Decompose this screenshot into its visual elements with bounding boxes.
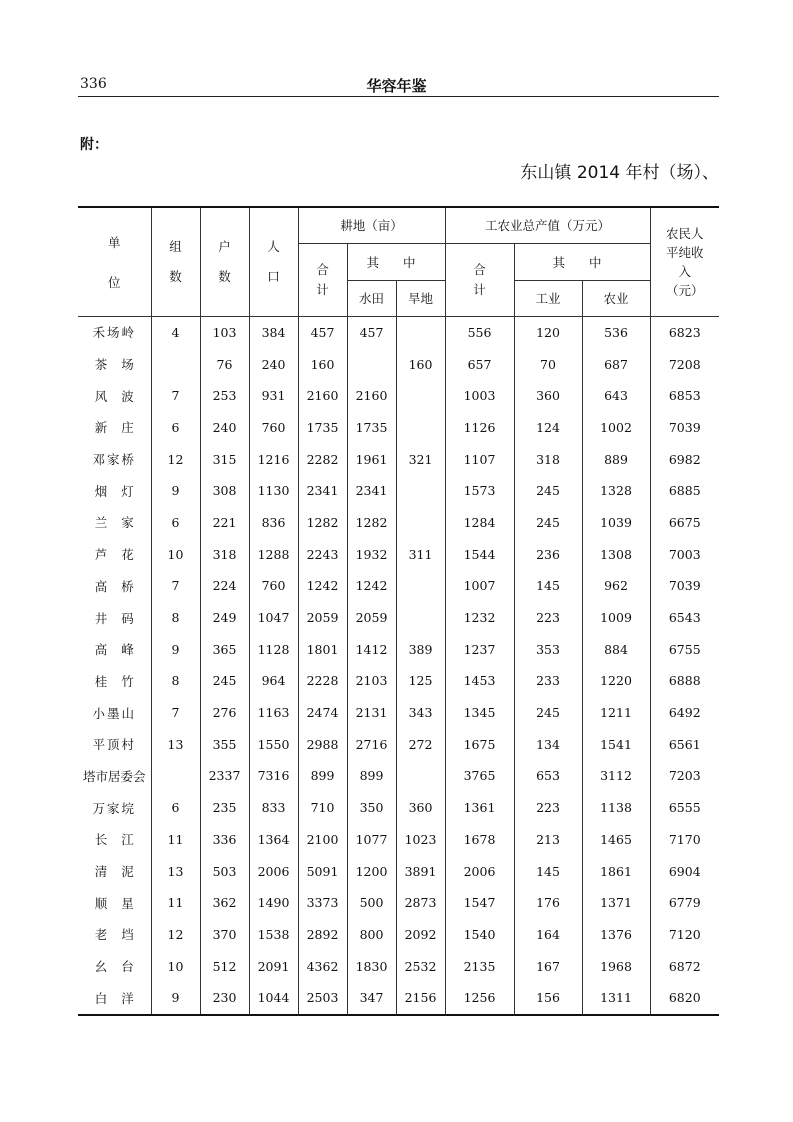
col-header-output-of-which: 其 中	[514, 243, 650, 280]
cell-income: 6872	[668, 958, 701, 974]
cell-dry	[396, 760, 445, 792]
cell-name: 芦花	[78, 538, 151, 570]
cell-population: 760	[249, 570, 298, 602]
cell-population: 1130	[249, 475, 298, 507]
book-title: 华容年鉴	[366, 77, 427, 95]
cell-groups: 11	[151, 824, 200, 856]
cell-output-total: 3765	[445, 760, 514, 792]
col-header-unit-bottom: 位	[107, 274, 121, 290]
cell-groups	[151, 760, 200, 792]
table-row	[78, 728, 719, 760]
cell-population: 964	[249, 665, 298, 697]
cell-income: 6982	[668, 451, 701, 467]
cell-households: 370	[200, 919, 249, 951]
cell-income: 7120	[668, 926, 701, 942]
col-header-households-text: 户数	[218, 238, 231, 284]
cell-households: 235	[200, 792, 249, 824]
cell-name: 烟灯	[78, 475, 151, 507]
cell-land-total: 2892	[298, 919, 347, 951]
cell-name: 小墨山	[78, 697, 151, 729]
cell-output-total: 556	[445, 316, 514, 348]
col-header-farmland: 耕地（亩）	[298, 207, 445, 243]
cell-population: 1128	[249, 633, 298, 665]
cell-output-total: 1540	[445, 919, 514, 951]
header-rule	[78, 96, 719, 97]
table-row	[78, 760, 719, 792]
cell-population: 1288	[249, 538, 298, 570]
cell-households: 336	[200, 824, 249, 856]
cell-agriculture: 1220	[582, 665, 650, 697]
cell-groups: 7	[151, 697, 200, 729]
cell-income: 6543	[668, 610, 701, 626]
cell-income: 6779	[668, 895, 701, 911]
cell-income: 6492	[668, 705, 701, 721]
col-header-groups	[151, 207, 200, 316]
cell-households: 512	[200, 950, 249, 982]
cell-name: 顺星	[78, 887, 151, 919]
cell-industry: 233	[514, 665, 582, 697]
cell-population: 1538	[249, 919, 298, 951]
cell-land-total: 4362	[298, 950, 347, 982]
col-header-dry: 旱地	[396, 280, 445, 316]
table-row	[78, 475, 719, 507]
cell-agriculture: 962	[582, 570, 650, 602]
cell-paddy: 2103	[347, 665, 396, 697]
cell-dry: 311	[396, 538, 445, 570]
table-row	[78, 443, 719, 475]
cell-income: 7039	[668, 578, 701, 594]
col-header-unit-top: 单	[107, 234, 121, 250]
cell-land-total: 710	[298, 792, 347, 824]
page-number: 336	[80, 76, 107, 92]
cell-name: 风波	[78, 380, 151, 412]
cell-industry: 156	[514, 982, 582, 1015]
cell-industry: 245	[514, 507, 582, 539]
cell-name: 老垱	[78, 919, 151, 951]
cell-dry	[396, 412, 445, 444]
cell-population: 2091	[249, 950, 298, 982]
cell-income: 7003	[668, 546, 701, 562]
cell-population: 836	[249, 507, 298, 539]
cell-population: 1490	[249, 887, 298, 919]
cell-groups: 6	[151, 792, 200, 824]
cell-industry: 213	[514, 824, 582, 856]
col-header-output-total	[445, 243, 514, 316]
col-header-industry: 工业	[514, 280, 582, 316]
table-row	[78, 570, 719, 602]
cell-agriculture: 643	[582, 380, 650, 412]
cell-output-total: 1675	[445, 728, 514, 760]
village-statistics-table	[78, 206, 719, 1016]
cell-dry	[396, 475, 445, 507]
cell-dry: 272	[396, 728, 445, 760]
cell-output-total: 1007	[445, 570, 514, 602]
cell-paddy: 899	[347, 760, 396, 792]
cell-agriculture: 1002	[582, 412, 650, 444]
cell-industry: 223	[514, 602, 582, 634]
table-body	[78, 316, 719, 1015]
table-row	[78, 538, 719, 570]
cell-output-total: 1237	[445, 633, 514, 665]
cell-households: 230	[200, 982, 249, 1015]
cell-population: 1047	[249, 602, 298, 634]
cell-income: 6820	[650, 982, 719, 1015]
cell-population: 2006	[249, 855, 298, 887]
cell-dry: 160	[396, 348, 445, 380]
cell-output-total: 1284	[445, 507, 514, 539]
cell-paddy: 1077	[347, 824, 396, 856]
cell-name: 幺台	[78, 950, 151, 982]
cell-income: 7039	[668, 419, 701, 435]
cell-agriculture: 687	[582, 348, 650, 380]
cell-land-total: 2160	[298, 380, 347, 412]
cell-agriculture: 3112	[582, 760, 650, 792]
cell-paddy: 350	[347, 792, 396, 824]
cell-population: 1163	[249, 697, 298, 729]
cell-output-total: 1107	[445, 443, 514, 475]
table-row	[78, 316, 719, 348]
cell-paddy: 1932	[347, 538, 396, 570]
cell-agriculture: 1328	[582, 475, 650, 507]
col-header-population	[249, 207, 298, 316]
cell-industry: 134	[514, 728, 582, 760]
cell-output-total: 1256	[445, 982, 514, 1015]
cell-industry: 245	[514, 697, 582, 729]
cell-population: 240	[249, 348, 298, 380]
cell-name: 塔市居委会	[78, 760, 151, 792]
cell-population: 833	[249, 792, 298, 824]
cell-income: 6904	[668, 863, 701, 879]
cell-households: 276	[200, 697, 249, 729]
cell-dry: 2092	[396, 919, 445, 951]
cell-paddy: 1242	[347, 570, 396, 602]
cell-households: 245	[200, 665, 249, 697]
col-header-income-text: 农民人平纯收入（元）	[666, 225, 704, 298]
table-row	[78, 348, 719, 380]
table-row	[78, 824, 719, 856]
cell-dry: 343	[396, 697, 445, 729]
cell-population: 1550	[249, 728, 298, 760]
cell-dry	[396, 316, 445, 348]
cell-households: 365	[200, 633, 249, 665]
cell-population: 384	[249, 316, 298, 348]
cell-paddy: 1282	[347, 507, 396, 539]
cell-dry: 3891	[396, 855, 445, 887]
cell-output-total: 1544	[445, 538, 514, 570]
cell-income: 6675	[668, 514, 701, 530]
cell-industry: 145	[514, 855, 582, 887]
cell-industry: 245	[514, 475, 582, 507]
cell-name: 禾场岭	[78, 316, 151, 348]
cell-agriculture: 884	[582, 633, 650, 665]
cell-industry: 70	[514, 348, 582, 380]
col-header-groups-text: 组数	[169, 238, 182, 284]
cell-name: 桂竹	[78, 665, 151, 697]
cell-output-total: 1345	[445, 697, 514, 729]
cell-households: 362	[200, 887, 249, 919]
cell-paddy: 2716	[347, 728, 396, 760]
cell-population: 7316	[249, 760, 298, 792]
cell-output-total: 1678	[445, 824, 514, 856]
col-header-farmland-of-which: 其 中	[347, 243, 445, 280]
cell-income: 6823	[668, 324, 701, 340]
col-header-output-total-text: 合计	[473, 261, 486, 297]
cell-income: 7203	[668, 768, 701, 784]
cell-output-total: 1232	[445, 602, 514, 634]
cell-industry: 120	[514, 316, 582, 348]
cell-paddy	[347, 348, 396, 380]
cell-groups: 13	[151, 855, 200, 887]
cell-output-total: 1126	[445, 412, 514, 444]
cell-land-total: 2474	[298, 697, 347, 729]
cell-paddy: 1735	[347, 412, 396, 444]
cell-income: 6888	[668, 673, 701, 689]
cell-paddy: 800	[347, 919, 396, 951]
table-row	[78, 633, 719, 665]
cell-income: 6853	[668, 388, 701, 404]
cell-households: 318	[200, 538, 249, 570]
cell-land-total: 1801	[298, 633, 347, 665]
cell-industry: 164	[514, 919, 582, 951]
table-row	[78, 950, 719, 982]
cell-households: 308	[200, 475, 249, 507]
cell-industry: 145	[514, 570, 582, 602]
cell-groups: 8	[151, 665, 200, 697]
cell-land-total: 2282	[298, 443, 347, 475]
cell-agriculture: 1308	[582, 538, 650, 570]
cell-industry: 653	[514, 760, 582, 792]
cell-dry	[396, 602, 445, 634]
cell-agriculture: 1861	[582, 855, 650, 887]
cell-income: 6555	[668, 800, 701, 816]
cell-groups: 7	[151, 570, 200, 602]
col-header-population-text: 人口	[267, 238, 280, 284]
cell-households: 253	[200, 380, 249, 412]
cell-land-total: 2228	[298, 665, 347, 697]
cell-income: 7170	[668, 831, 701, 847]
cell-agriculture: 889	[582, 443, 650, 475]
cell-industry: 176	[514, 887, 582, 919]
cell-land-total: 2341	[298, 475, 347, 507]
col-header-income	[650, 207, 719, 316]
table-row	[78, 792, 719, 824]
cell-name: 高桥	[78, 570, 151, 602]
cell-dry	[396, 380, 445, 412]
table-row	[78, 507, 719, 539]
col-header-output: 工农业总产值（万元）	[445, 207, 650, 243]
cell-name: 井码	[78, 602, 151, 634]
col-header-households	[200, 207, 249, 316]
cell-land-total: 899	[298, 760, 347, 792]
cell-paddy: 2131	[347, 697, 396, 729]
cell-output-total: 1547	[445, 887, 514, 919]
cell-output-total: 1003	[445, 380, 514, 412]
cell-name: 高峰	[78, 633, 151, 665]
cell-land-total: 1282	[298, 507, 347, 539]
cell-groups: 4	[151, 316, 200, 348]
cell-agriculture: 1376	[582, 919, 650, 951]
cell-paddy: 1830	[347, 950, 396, 982]
cell-households: 2337	[200, 760, 249, 792]
cell-land-total: 2059	[298, 602, 347, 634]
cell-name: 清泥	[78, 855, 151, 887]
cell-households: 240	[200, 412, 249, 444]
cell-agriculture: 1211	[582, 697, 650, 729]
cell-groups: 10	[151, 950, 200, 982]
cell-land-total: 1242	[298, 570, 347, 602]
cell-name: 兰家	[78, 507, 151, 539]
cell-groups: 12	[151, 443, 200, 475]
cell-agriculture: 1371	[582, 887, 650, 919]
cell-groups: 11	[151, 887, 200, 919]
cell-paddy: 457	[347, 316, 396, 348]
table-row	[78, 380, 719, 412]
cell-land-total: 2243	[298, 538, 347, 570]
cell-land-total: 1735	[298, 412, 347, 444]
col-header-farmland-total-text: 合计	[316, 261, 329, 297]
cell-households: 224	[200, 570, 249, 602]
cell-name: 平顶村	[78, 728, 151, 760]
cell-land-total: 2988	[298, 728, 347, 760]
cell-land-total: 5091	[298, 855, 347, 887]
cell-agriculture: 1541	[582, 728, 650, 760]
cell-groups: 9	[151, 982, 200, 1015]
cell-output-total: 2135	[445, 950, 514, 982]
col-header-farmland-total	[298, 243, 347, 316]
cell-agriculture: 536	[582, 316, 650, 348]
cell-paddy: 1412	[347, 633, 396, 665]
cell-paddy: 2341	[347, 475, 396, 507]
cell-dry	[396, 507, 445, 539]
cell-dry: 321	[396, 443, 445, 475]
cell-name: 白洋	[78, 982, 151, 1015]
cell-land-total: 160	[298, 348, 347, 380]
cell-dry: 2873	[396, 887, 445, 919]
cell-population: 760	[249, 412, 298, 444]
cell-households: 221	[200, 507, 249, 539]
cell-dry: 2156	[396, 982, 445, 1015]
cell-dry: 1023	[396, 824, 445, 856]
cell-population: 931	[249, 380, 298, 412]
cell-agriculture: 1311	[582, 982, 650, 1015]
col-header-agriculture: 农业	[582, 280, 650, 316]
table-row	[78, 919, 719, 951]
cell-dry: 2532	[396, 950, 445, 982]
cell-paddy: 500	[347, 887, 396, 919]
cell-name: 新庄	[78, 412, 151, 444]
cell-income: 6885	[668, 483, 701, 499]
cell-paddy: 2160	[347, 380, 396, 412]
cell-industry: 353	[514, 633, 582, 665]
cell-output-total: 1573	[445, 475, 514, 507]
cell-groups: 10	[151, 538, 200, 570]
table-row	[78, 602, 719, 634]
cell-output-total: 1453	[445, 665, 514, 697]
cell-households: 355	[200, 728, 249, 760]
cell-groups	[151, 348, 200, 380]
cell-land-total: 3373	[298, 887, 347, 919]
cell-industry: 223	[514, 792, 582, 824]
col-header-unit	[78, 207, 151, 316]
table-row	[78, 855, 719, 887]
cell-paddy: 2059	[347, 602, 396, 634]
cell-name: 万家垸	[78, 792, 151, 824]
cell-groups: 12	[151, 919, 200, 951]
table-row	[78, 982, 719, 1015]
cell-groups: 6	[151, 412, 200, 444]
cell-land-total: 2100	[298, 824, 347, 856]
cell-population: 1216	[249, 443, 298, 475]
cell-agriculture: 1465	[582, 824, 650, 856]
cell-agriculture: 1968	[582, 950, 650, 982]
cell-agriculture: 1039	[582, 507, 650, 539]
cell-income: 6755	[668, 641, 701, 657]
cell-name: 邓家桥	[78, 443, 151, 475]
cell-name: 茶场	[78, 348, 151, 380]
cell-industry: 236	[514, 538, 582, 570]
col-header-paddy: 水田	[347, 280, 396, 316]
cell-households: 76	[200, 348, 249, 380]
cell-land-total: 457	[298, 316, 347, 348]
cell-industry: 318	[514, 443, 582, 475]
cell-paddy: 347	[347, 982, 396, 1015]
cell-industry: 167	[514, 950, 582, 982]
cell-income: 7208	[668, 356, 701, 372]
cell-groups: 8	[151, 602, 200, 634]
cell-dry: 389	[396, 633, 445, 665]
cell-agriculture: 1138	[582, 792, 650, 824]
cell-output-total: 657	[445, 348, 514, 380]
cell-industry: 360	[514, 380, 582, 412]
cell-name: 长江	[78, 824, 151, 856]
cell-groups: 9	[151, 475, 200, 507]
cell-agriculture: 1009	[582, 602, 650, 634]
cell-dry: 360	[396, 792, 445, 824]
cell-paddy: 1200	[347, 855, 396, 887]
table-title: 东山镇 2014 年村（场）、	[520, 163, 719, 183]
cell-dry: 125	[396, 665, 445, 697]
cell-households: 103	[200, 316, 249, 348]
cell-population: 1364	[249, 824, 298, 856]
cell-output-total: 1361	[445, 792, 514, 824]
table-row	[78, 887, 719, 919]
cell-industry: 124	[514, 412, 582, 444]
cell-households: 503	[200, 855, 249, 887]
cell-population: 1044	[249, 982, 298, 1015]
table-row	[78, 665, 719, 697]
cell-land-total: 2503	[298, 982, 347, 1015]
cell-income: 6561	[668, 736, 701, 752]
cell-paddy: 1961	[347, 443, 396, 475]
cell-groups: 9	[151, 633, 200, 665]
cell-groups: 7	[151, 380, 200, 412]
cell-households: 315	[200, 443, 249, 475]
table-row	[78, 697, 719, 729]
appendix-label: 附：	[80, 137, 108, 153]
table-row	[78, 412, 719, 444]
cell-groups: 6	[151, 507, 200, 539]
cell-groups: 13	[151, 728, 200, 760]
cell-output-total: 2006	[445, 855, 514, 887]
cell-households: 249	[200, 602, 249, 634]
cell-dry	[396, 570, 445, 602]
